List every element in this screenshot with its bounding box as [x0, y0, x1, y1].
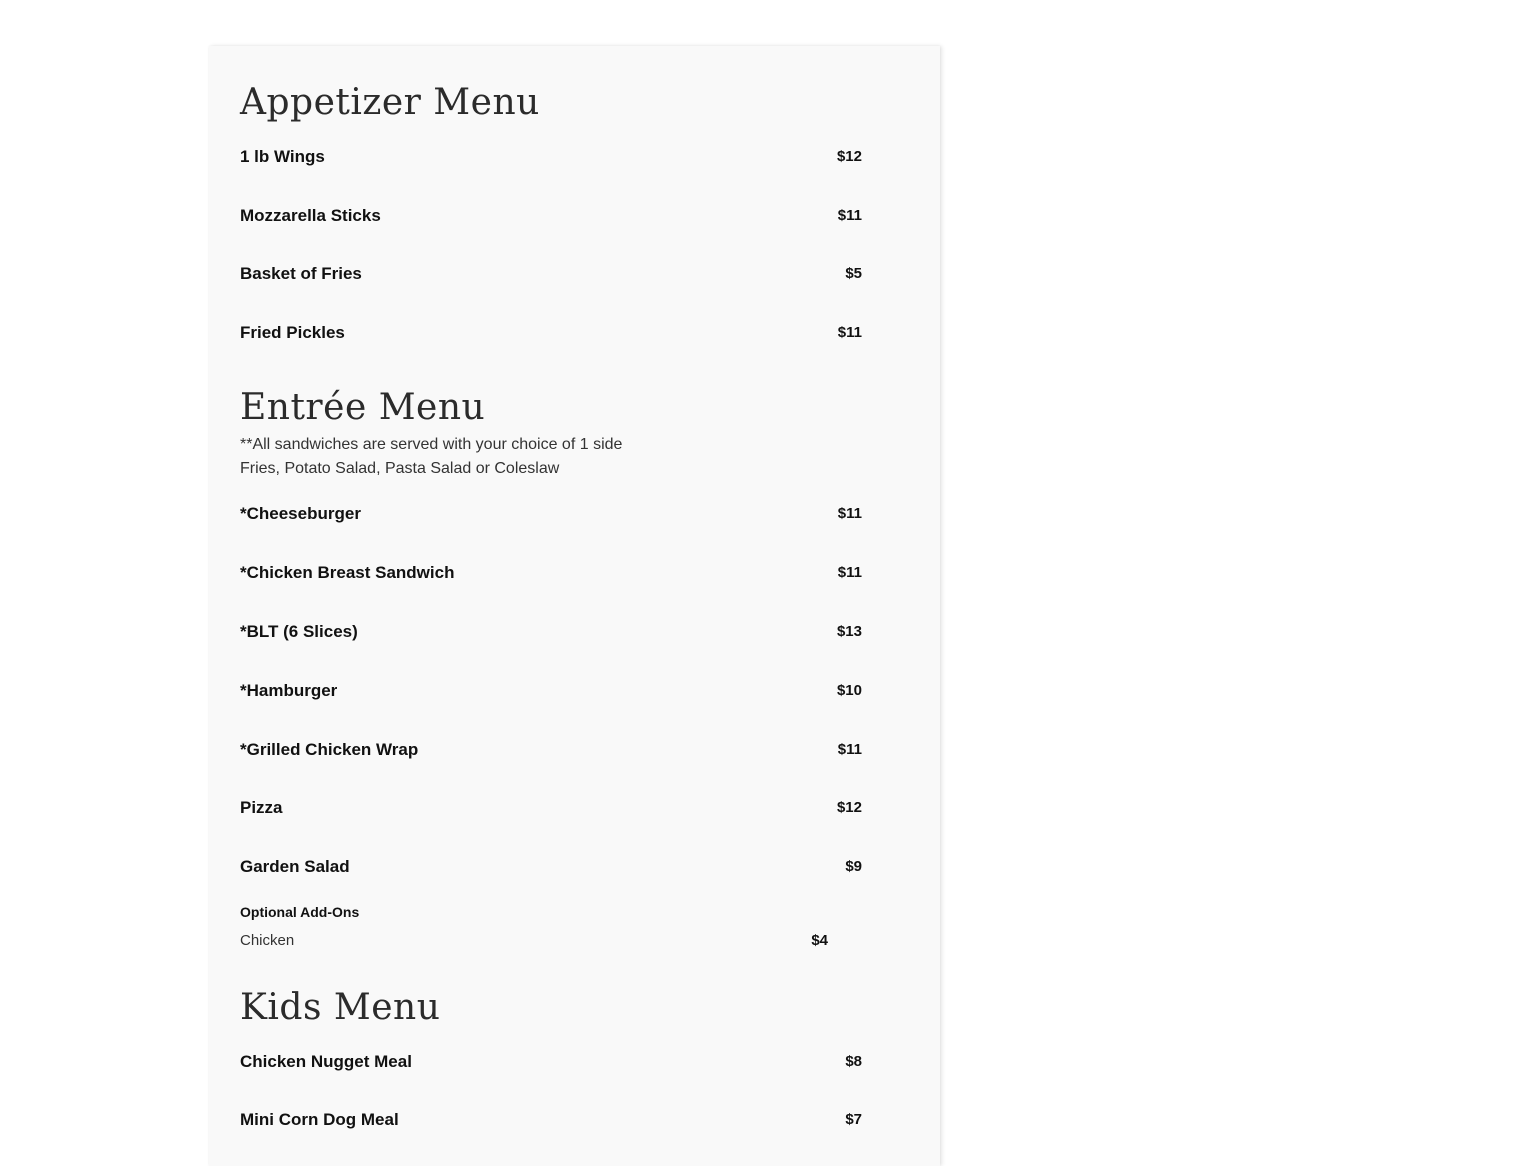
menu-item-price: $12	[836, 799, 862, 816]
menu-item-name: Fried Pickles	[240, 323, 345, 342]
menu-item-price: $11	[837, 564, 862, 581]
menu-item-name: Chicken Nugget Meal	[240, 1052, 412, 1071]
addon-item-price: $4	[811, 932, 828, 949]
menu-item-name: 1 lb Wings	[240, 147, 325, 166]
menu-item-name: *Hamburger	[240, 681, 338, 700]
menu-item-price: $11	[837, 741, 862, 758]
menu-item-price: $9	[845, 858, 862, 875]
kids-menu-title: Kids Menu	[240, 987, 441, 1028]
menu-item-name: Mozzarella Sticks	[240, 206, 381, 225]
menu-item-name: *BLT (6 Slices)	[240, 622, 358, 641]
menu-item-name: *Chicken Breast Sandwich	[240, 563, 455, 582]
entree-menu-title: Entrée Menu	[240, 387, 486, 428]
entree-note-line: Fries, Potato Salad, Pasta Salad or Coleslaw	[240, 460, 560, 477]
menu-item-name: Basket of Fries	[240, 264, 362, 283]
menu-item-name: *Grilled Chicken Wrap	[240, 740, 419, 759]
menu-item-price: $10	[836, 682, 862, 699]
entree-note-line: **All sandwiches are served with your choice of 1 side	[240, 436, 623, 453]
appetizer-menu-title: Appetizer Menu	[240, 82, 540, 123]
menu-item-price: $7	[845, 1111, 862, 1128]
menu-item-price: $11	[837, 505, 862, 522]
menu-item-price: $5	[845, 265, 862, 282]
menu-item-name: *Cheeseburger	[240, 504, 361, 523]
menu-item-price: $11	[837, 324, 862, 341]
menu-item-price: $8	[845, 1053, 862, 1070]
menu-item-name: Pizza	[240, 798, 283, 817]
menu-item-price: $13	[836, 623, 862, 640]
menu-item-name: Garden Salad	[240, 857, 350, 876]
addon-item-name: Chicken	[240, 932, 295, 949]
menu-item-price: $11	[837, 207, 862, 224]
menu-item-price: $12	[836, 148, 862, 165]
menu-item-name: Mini Corn Dog Meal	[240, 1110, 399, 1129]
optional-addons-heading: Optional Add-Ons	[240, 904, 360, 920]
